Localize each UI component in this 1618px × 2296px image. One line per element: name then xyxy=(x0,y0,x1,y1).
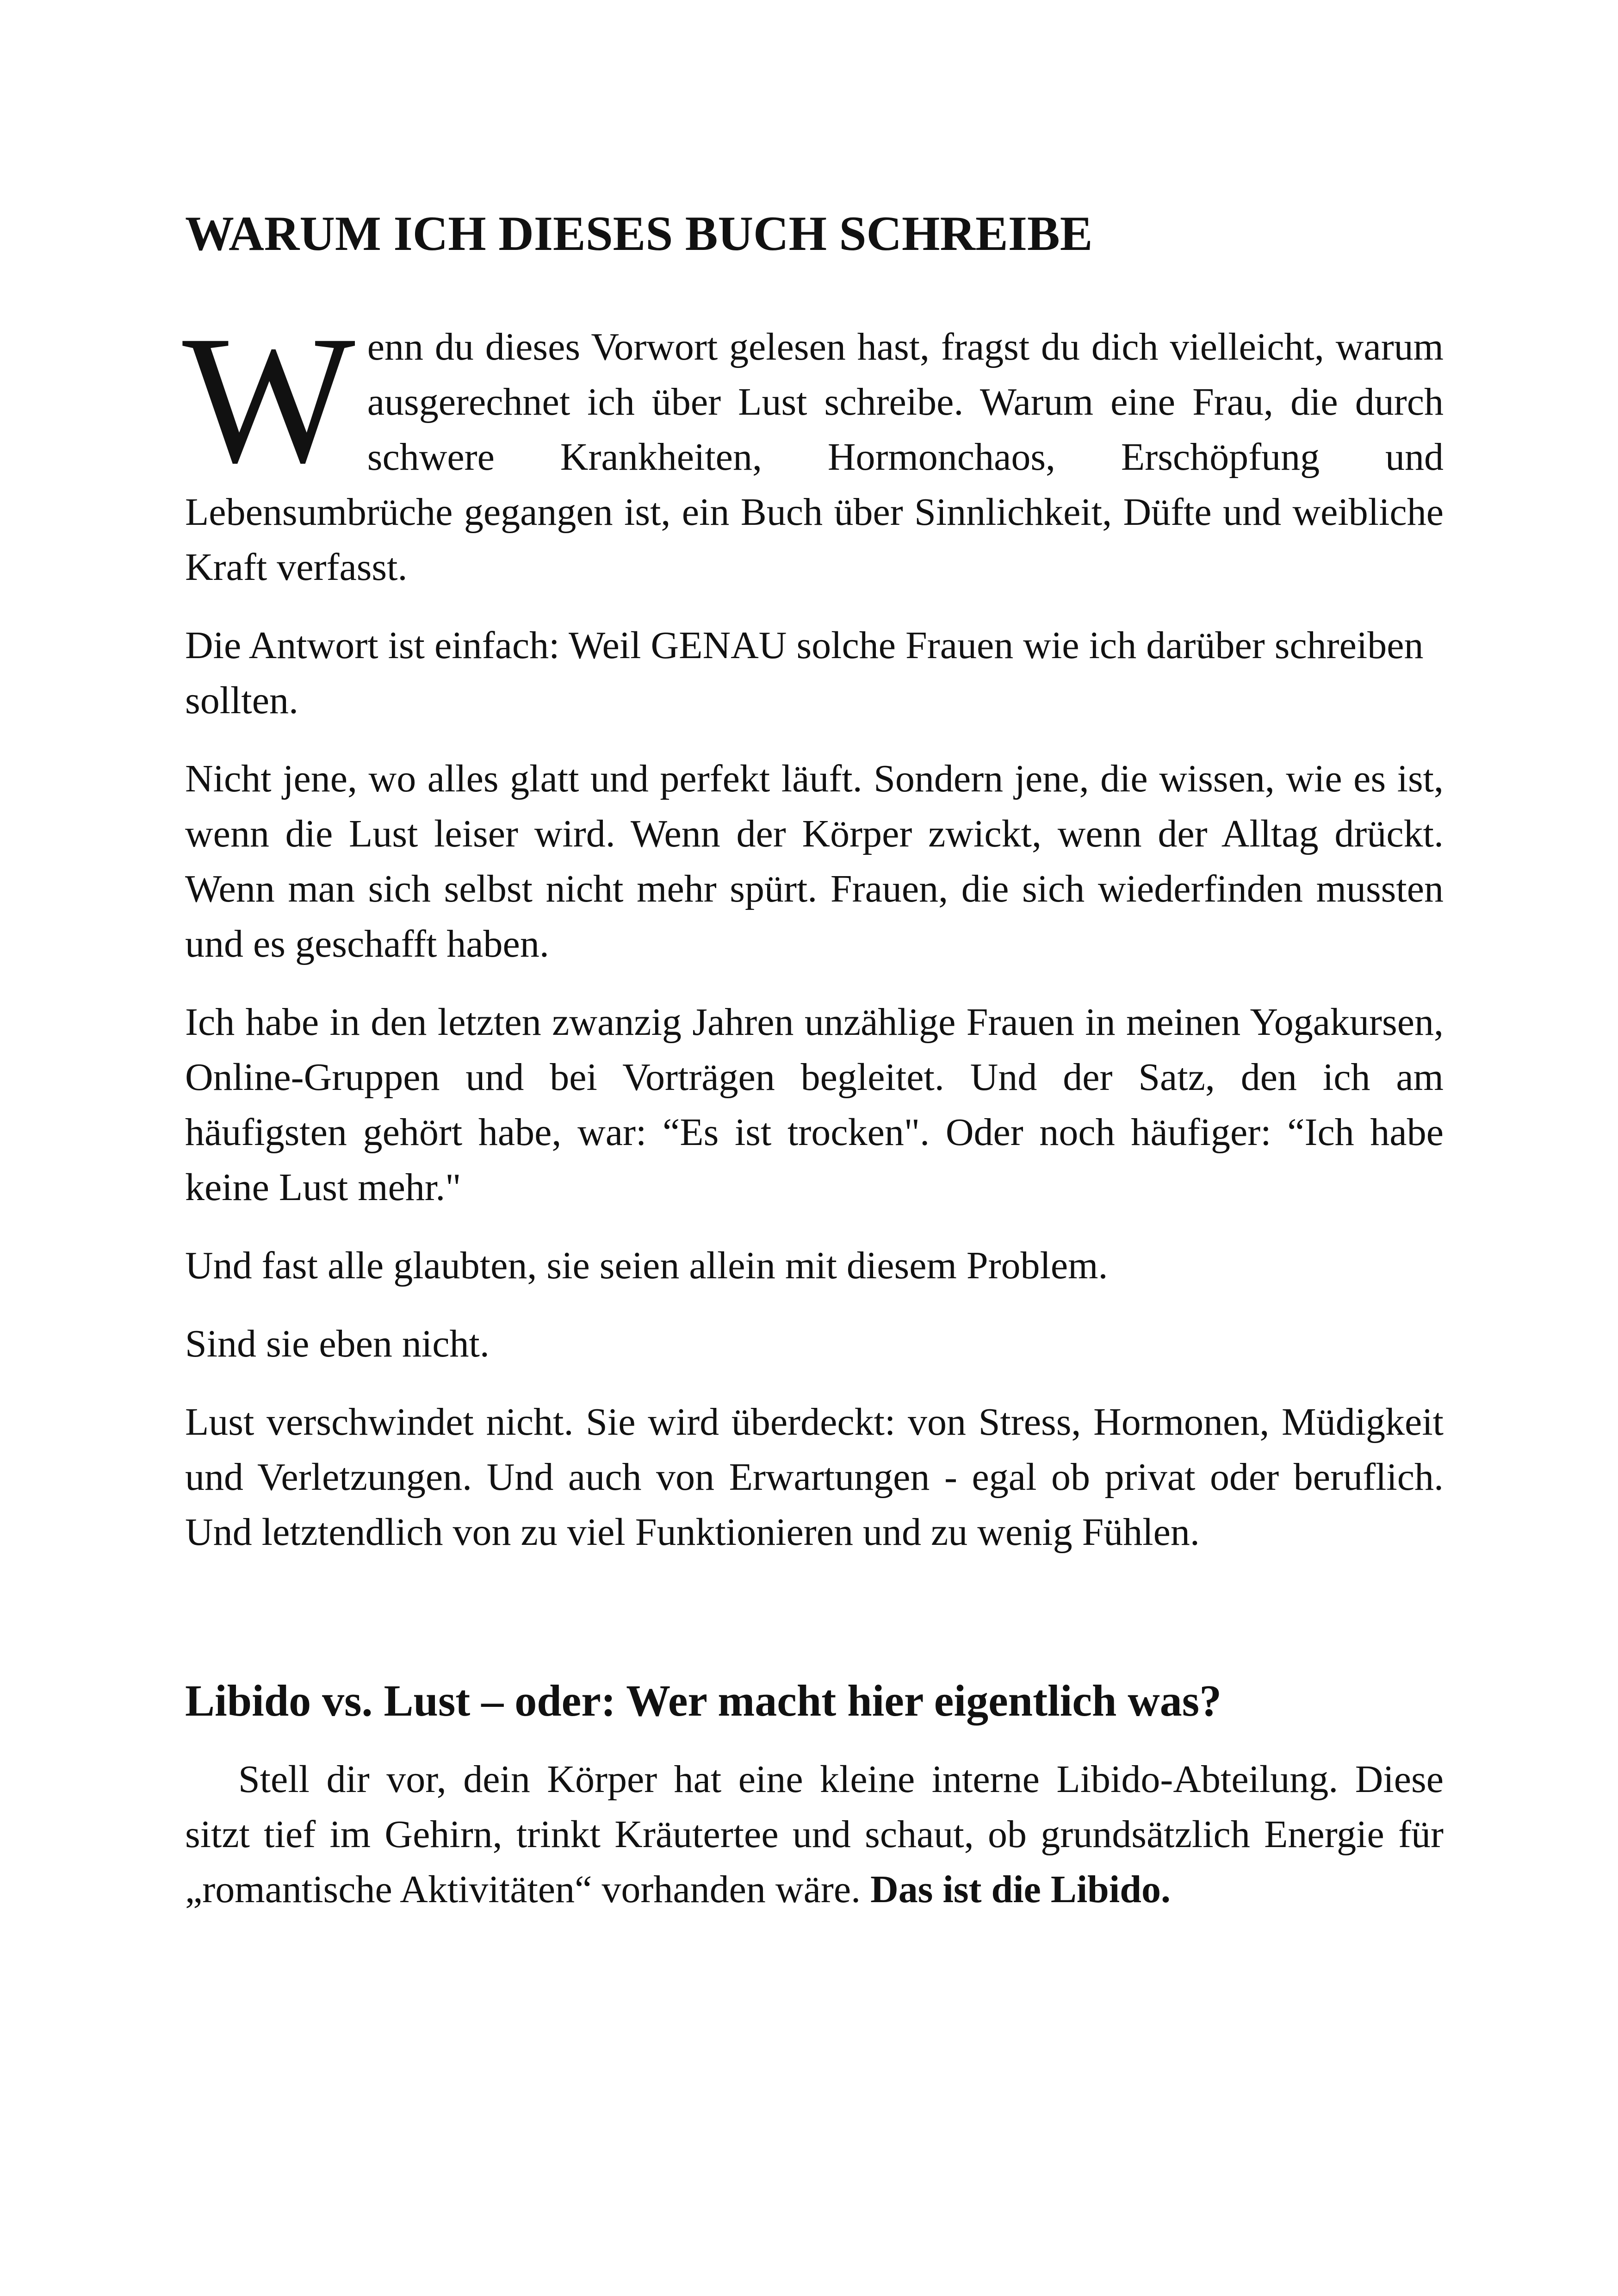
body-paragraph: Die Antwort ist einfach: Weil GENAU solche Frauen wie ich darüber schreiben sollten. xyxy=(185,624,1424,722)
chapter-title: WARUM ICH DIESES BUCH SCHREIBE xyxy=(185,206,1093,261)
section-paragraph xyxy=(185,1752,1444,1917)
intro-paragraph xyxy=(182,298,1444,595)
section-title: Libido vs. Lust – oder: Wer macht hier eigentlich was? xyxy=(185,1676,1222,1725)
body-paragraph: Lust verschwindet nicht. Sie wird überdeckt: von Stress, Hormonen, Müdigkeit und Verletzungen. Und auch von Erwartungen - egal ob privat oder beruflich. Und letztendlich von zu viel Funktionieren und zu wenig Fühlen. xyxy=(185,1400,1444,1554)
drop-cap: W xyxy=(182,298,355,501)
body-paragraph: Sind sie eben nicht. xyxy=(185,1322,490,1365)
intro-paragraph-text: enn du dieses Vorwort gelesen hast, fragst du dich vielleicht, warum ausgerechnet ich über Lust schreibe. Warum eine Frau, die durch schwere Krankheiten, Hormonchaos, Erschöpfung und Lebensumbrüche gegangen ist, ein Buch über Sinnlichkeit, Düfte und weibliche Kraft verfasst. xyxy=(185,325,1444,589)
section-paragraph-bold: Das ist die Libido. xyxy=(870,1868,1171,1911)
section-paragraph-text: Stell dir vor, dein Körper hat eine kleine interne Libido-Abteilung. Diese sitzt tief im Gehirn, trinkt Kräutertee und schaut, ob grundsätzlich Energie für „romantische Aktivitäten“ vorhanden wäre. xyxy=(185,1758,1444,1911)
body-paragraph: Und fast alle glaubten, sie seien allein mit diesem Problem. xyxy=(185,1244,1108,1287)
body-paragraph: Ich habe in den letzten zwanzig Jahren unzählige Frauen in meinen Yogakursen, Online-Gruppen und bei Vorträgen begleitet. Und der Satz, den ich am häufigsten gehört habe, war: “Es ist trocken". Oder noch häufiger: “Ich habe keine Lust mehr." xyxy=(185,1001,1444,1209)
body-paragraph: Nicht jene, wo alles glatt und perfekt läuft. Sondern jene, die wissen, wie es ist, wenn die Lust leiser wird. Wenn der Körper zwickt, wenn der Alltag drückt. Wenn man sich selbst nicht mehr spürt. Frauen, die sich wiederfinden mussten und es geschafft haben. xyxy=(185,757,1444,965)
document-page xyxy=(182,204,1444,1940)
